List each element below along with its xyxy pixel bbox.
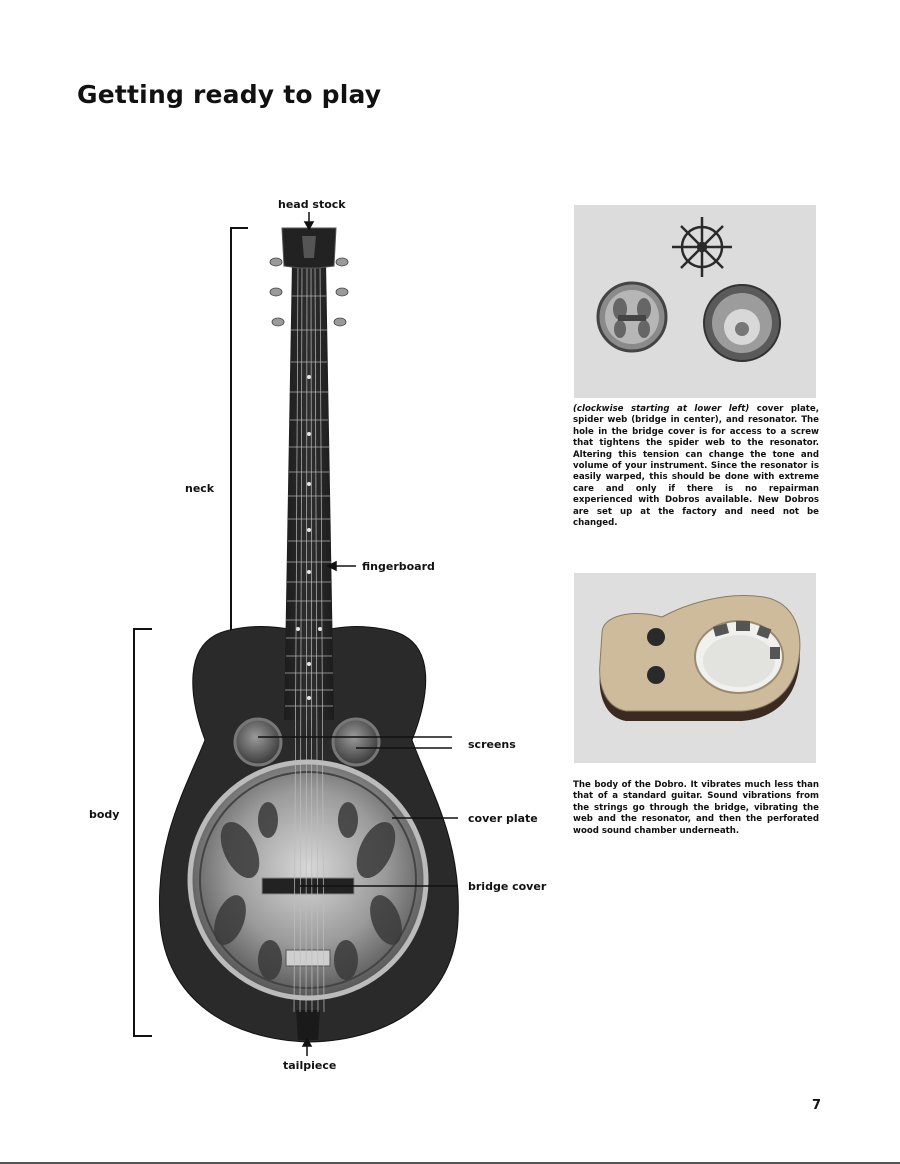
label-screens: screens <box>468 738 516 751</box>
wooden-body-photo <box>600 596 800 721</box>
label-bridge-cover: bridge cover <box>468 880 547 893</box>
cover-plate-photo <box>598 283 666 351</box>
right-screen <box>333 719 379 765</box>
page-title: Getting ready to play <box>77 80 382 109</box>
label-fingerboard: fingerboard <box>362 560 435 573</box>
label-cover-plate: cover plate <box>468 812 538 825</box>
label-body: body <box>89 808 120 821</box>
left-screen <box>235 719 281 765</box>
caption-dobro-body: The body of the Dobro. It vibrates much less than that of a standard guitar. Sound vibrations from the strings go through the bridge, vibrating the web and the resonator, and then the perforated wood sound chamber underneath. <box>573 780 819 836</box>
guitar-neck <box>284 262 334 720</box>
photo-dobro-body <box>574 573 816 763</box>
caption-italic: (clockwise starting at lower left) <box>573 404 750 414</box>
label-neck: neck <box>185 482 215 495</box>
page-number: 7 <box>812 1098 822 1113</box>
label-tailpiece: tailpiece <box>283 1059 337 1072</box>
resonator-photo <box>704 285 780 361</box>
caption-body: cover plate, spider web (bridge in center), and resonator. The hole in the bridge cover is for access to a screw that tightens the spider web to the resonator. Altering this tension can change the tone and volume of your instrument. Since the resonator is easily warped, this should be done with extreme care and only if there is no repairman experienced with Dobros available. New Dobros are set up at the factory and need not be changed. <box>573 404 819 529</box>
label-head-stock: head stock <box>278 198 346 211</box>
body-bracket <box>134 629 152 1036</box>
caption-resonator-parts <box>573 404 819 529</box>
tailpiece <box>296 1010 320 1040</box>
photo-resonator-parts <box>574 205 816 398</box>
spider-web-icon <box>672 217 732 277</box>
